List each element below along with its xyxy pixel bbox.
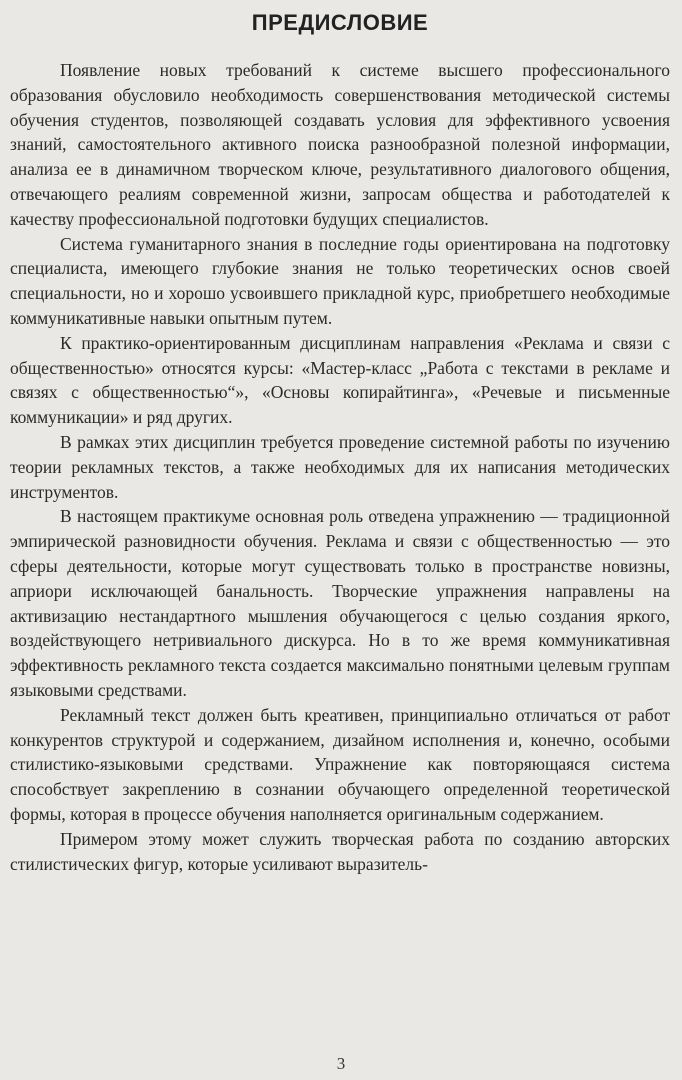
paragraph-1: Появление новых требований к системе высшего профессионального образования обусловило необходимость совершенствования методической системы обучения студентов, позволяющей создавать условия для эффективного усвоения знаний, самостоятельного активного поиска разнообразной полезной информации, анализа ее в динамичном творческом ключе, результативного диалогового общения, отвечающего реалиям современной жизни, запросам общества и работодателей к качеству профессиональной подготовки будущих специалистов. — [10, 60, 670, 229]
page-title: ПРЕДИСЛОВИЕ — [251, 10, 429, 35]
paragraph-6: Рекламный текст должен быть креативен, принципиально отличаться от работ конкурентов структурой и содержанием, дизайном исполнения и, конечно, особыми стилистико-языковыми средствами. Упражнение как повторяющаяся система способствует закреплению в сознании обучающего определенной теоретической формы, которая в процессе обучения наполняется оригинальным содержанием. — [10, 704, 670, 824]
paragraph-7: Примером этому может служить творческая работа по созданию авторских стилистических фигур, которые усиливают выразитель- — [10, 828, 670, 874]
paragraph-5: В настоящем практикуме основная роль отведена упражнению — традиционной эмпирической разновидности обучения. Реклама и связи с общественностью — это сферы деятельности, которые могут существовать только в пространстве новизны, априори исключающей банальность. Творческие упражнения направлены на активизацию нестандартного мышления обучающегося с целью создания яркого, воздействующего нетривиального дискурса. Но в то же время коммуникативная эффективность рекламного текста создается максимально понятными целевым группам языковыми средствами. — [10, 506, 670, 700]
paragraph-3: К практико-ориентированным дисциплинам направления «Реклама и связи с общественностью» относятся курсы: «Мастер-класс „Работа с текстами в рекламе и связях с общественностью“», «Основы копирайтинга», «Речевые и письменные коммуникации» и ряд других. — [10, 332, 670, 428]
page-number: 3 — [336, 1054, 346, 1073]
paragraph-2: Система гуманитарного знания в последние годы ориентирована на подготовку специалиста, имеющего глубокие знания не только теоретических основ своей специальности, но и хорошо усвоившего прикладной курс, приобретшего необходимые коммуникативные навыки опытным путем. — [10, 233, 670, 328]
paragraph-4: В рамках этих дисциплин требуется проведение системной работы по изучению теории рекламных текстов, а также необходимых для их написания методических инструментов. — [10, 431, 670, 502]
